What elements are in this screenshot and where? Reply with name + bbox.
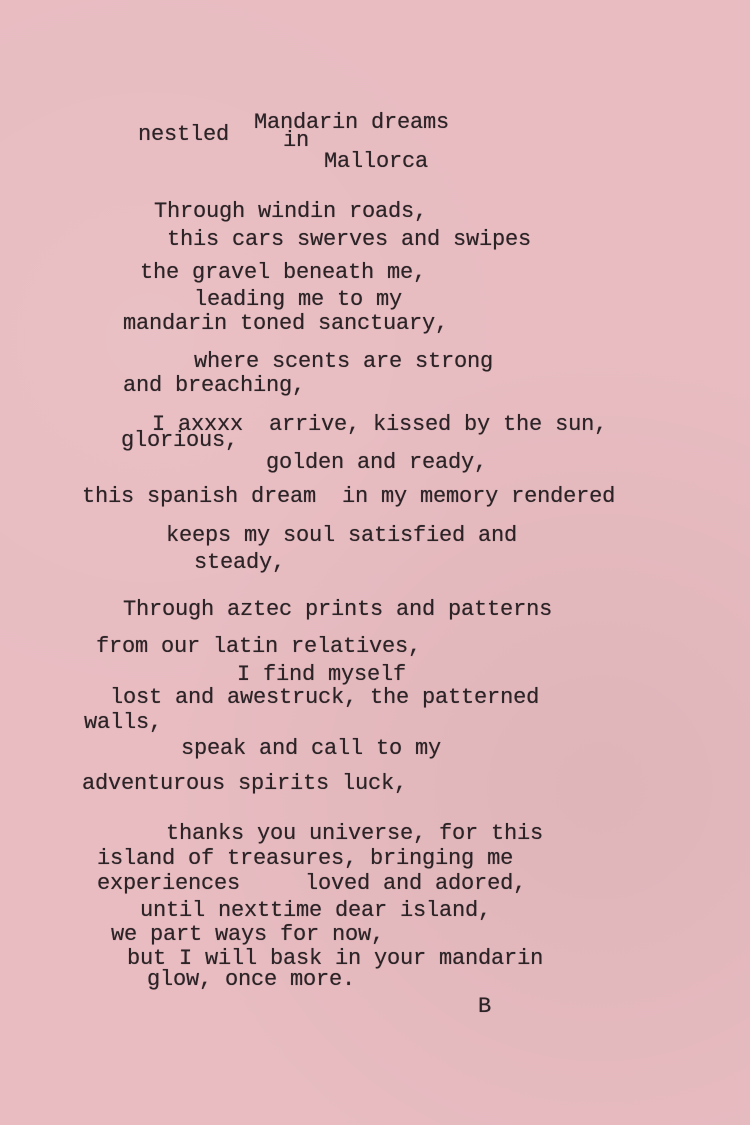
poem-line: golden and ready, [266,450,488,475]
title-mandarin-dreams: Mandarin dreams [254,110,450,135]
poem-line: steady, [194,550,286,575]
poem-line: but I will bask in your mandarin [127,946,544,971]
poem-line: Through aztec prints and patterns [123,597,553,622]
poem-line: and breaching, [123,373,306,398]
poem-line: where scents are strong [194,349,494,374]
poem-line: from our latin relatives, [96,634,422,659]
poem-line: glow, once more. [147,967,356,992]
poem-line: the gravel beneath me, [140,260,427,285]
poem-line: this cars swerves and swipes [167,227,532,252]
title-mallorca: Mallorca [324,149,429,174]
poem-line: we part ways for now, [111,922,385,947]
poem-line: keeps my soul satisfied and [166,523,518,548]
poem-line: lost and awestruck, the patterned [110,685,540,710]
signature: B [478,994,492,1019]
poem-line: this spanish dream in my memory rendered [82,484,616,509]
poem-line: thanks you universe, for this [166,821,544,846]
poem-line: glorious, [121,428,239,453]
poem-line: mandarin toned sanctuary, [123,311,449,336]
poem-line: adventurous spirits luck, [82,771,408,796]
poem-line: walls, [84,710,163,735]
poem-line: I find myself [237,662,407,687]
poem-line: island of treasures, bringing me [97,846,514,871]
poem-line: until nexttime dear island, [140,898,492,923]
title-nestled: nestled [138,122,230,147]
poem-line: experiences loved and adored, [97,871,527,896]
poem-line: speak and call to my [181,736,442,761]
title-in: in [283,128,310,153]
poem-line: Through windin roads, [154,199,428,224]
poem-line: leading me to my [194,287,403,312]
poem-line-struck: I axxxx arrive, kissed by the sun, [152,412,608,437]
